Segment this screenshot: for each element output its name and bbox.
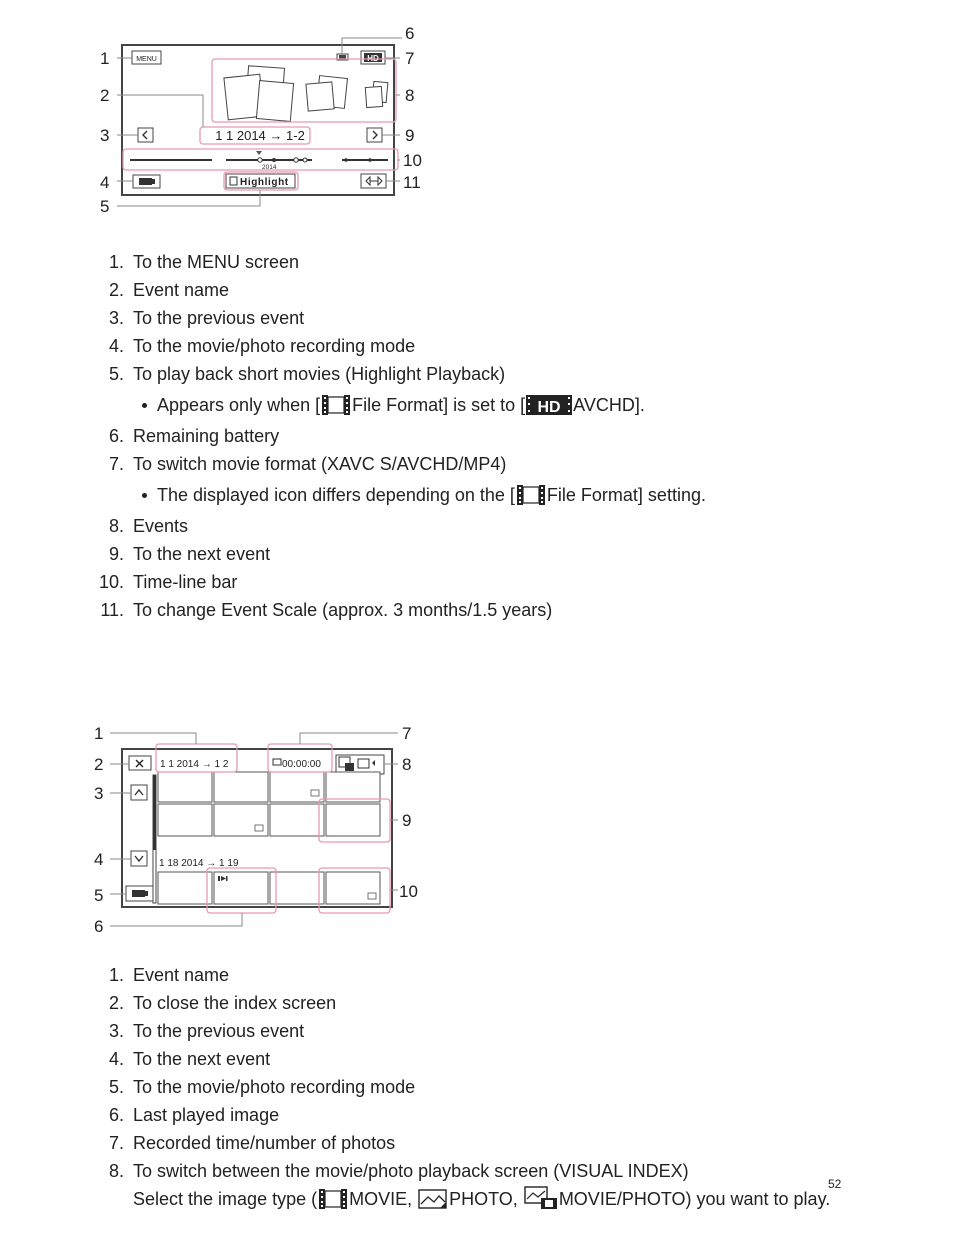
list-item: 3. To the previous event <box>108 308 305 328</box>
callout-1: 1 <box>100 49 110 68</box>
recording-mode-button[interactable] <box>133 175 160 188</box>
list-note: The displayed icon differs depending on the [ File Format] setting. <box>97 478 706 512</box>
list-item: 9. To the next event <box>108 544 271 564</box>
callout-8: 8 <box>402 755 412 774</box>
highlight-button[interactable] <box>226 174 295 188</box>
callout-10: 10 <box>403 151 422 170</box>
svg-text:HD: HD <box>367 54 379 63</box>
list-item: 8. Events <box>108 516 189 536</box>
list-note: Select the image type ( MOVIE, PHOTO, MOVIE/PHOTO) you want to play. <box>97 1185 830 1213</box>
menu-button-label: MENU <box>136 56 157 63</box>
hd-format-icon[interactable] <box>361 51 385 64</box>
event-view-diagram <box>0 0 954 225</box>
callout-4: 4 <box>100 173 110 192</box>
callout-6: 6 <box>94 917 104 936</box>
film-icon <box>318 1188 348 1210</box>
list-item: 5. To the movie/photo recording mode <box>108 1077 416 1097</box>
page-number: 52 <box>828 1177 842 1191</box>
callout-7: 7 <box>402 724 412 743</box>
scrollbar[interactable] <box>153 775 156 903</box>
visual-index-diagram <box>0 715 954 945</box>
list-item: 2. Event name <box>108 280 230 300</box>
callout-11: 11 <box>403 173 421 192</box>
timeline-year-label: 2014 <box>262 164 277 171</box>
list-item: 6. Remaining battery <box>108 426 280 446</box>
list-note: Appears only when [ File Format] is set to [ HD AVCHD]. <box>97 388 706 422</box>
callout-9: 9 <box>405 126 415 145</box>
previous-event-button[interactable] <box>131 785 147 800</box>
callout-7: 7 <box>405 49 415 68</box>
film-icon <box>516 484 546 506</box>
next-event-button[interactable] <box>367 128 382 142</box>
close-index-button[interactable] <box>129 756 151 770</box>
callout-5: 5 <box>94 886 104 905</box>
list-item: 5. To play back short movies (Highlight Playback) <box>108 364 506 384</box>
svg-text:HD: HD <box>537 399 561 416</box>
callout-3: 3 <box>100 126 110 145</box>
svg-text:00:00:00: 00:00:00 <box>282 759 321 770</box>
list-item: 4. To the next event <box>108 1049 271 1069</box>
playback-switch-button[interactable] <box>336 755 384 774</box>
list-item: 2. To close the index screen <box>108 993 337 1013</box>
hd-icon <box>526 394 572 416</box>
callout-10: 10 <box>399 882 418 901</box>
callout-3: 3 <box>94 784 104 803</box>
film-icon <box>321 394 351 416</box>
visual-index-legend <box>97 961 830 1213</box>
list-item: 7. Recorded time/number of photos <box>108 1133 396 1153</box>
list-item: 4. To the movie/photo recording mode <box>108 336 416 356</box>
next-event-button[interactable] <box>131 851 147 866</box>
event-name-top: 1 1 2014 → 1 2 <box>160 759 229 770</box>
callout-1: 1 <box>94 724 104 743</box>
list-item: 1. Event name <box>108 965 230 985</box>
event-scale-button[interactable] <box>361 174 386 188</box>
list-item: 1. To the MENU screen <box>108 252 300 272</box>
list-item: 3. To the previous event <box>108 1021 305 1041</box>
list-item: 6. Last played image <box>108 1105 280 1125</box>
list-item: 11. To change Event Scale (approx. 3 months/1.5 years) <box>100 600 553 620</box>
photo-icon <box>418 1188 448 1210</box>
movie-photo-icon <box>524 1186 558 1210</box>
event-view-legend <box>97 248 706 624</box>
previous-event-button[interactable] <box>138 128 153 142</box>
callout-6: 6 <box>405 24 415 43</box>
list-item: 7. To switch movie format (XAVC S/AVCHD/MP4) <box>108 454 507 474</box>
event-name-label: 1 1 2014 → 1-2 <box>215 128 305 143</box>
event-name-bottom: 1 18 2014 → 1 19 <box>159 858 239 869</box>
callout-4: 4 <box>94 850 104 869</box>
callout-5: 5 <box>100 197 110 216</box>
recording-mode-button[interactable] <box>126 886 153 901</box>
list-item: 10. Time-line bar <box>98 572 238 592</box>
svg-text:Highlight: Highlight <box>240 177 289 188</box>
callout-8: 8 <box>405 86 415 105</box>
callout-2: 2 <box>100 86 110 105</box>
list-item: 8. To switch between the movie/photo playback screen (VISUAL INDEX) <box>108 1161 689 1181</box>
callout-9: 9 <box>402 811 412 830</box>
callout-2: 2 <box>94 755 104 774</box>
